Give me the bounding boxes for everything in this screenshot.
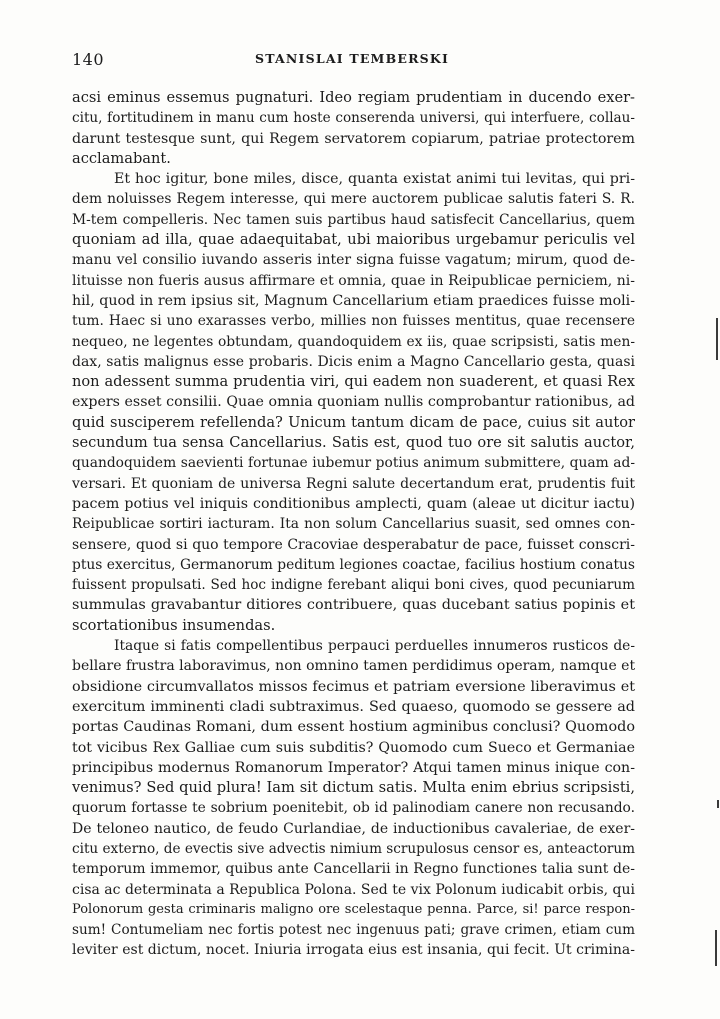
text-line: venimus? Sed quid plura! Iam sit dictum satis. Multa enim ebrius scripsisti, <box>72 779 635 797</box>
text-line: hil, quod in rem ipsius sit, Magnum Cancellarium etiam praedices fuisse moli- <box>72 292 635 309</box>
paragraph <box>72 636 635 961</box>
text-line: leviter est dictum, nocet. Iniuria irrogata eius est insania, qui fecit. Ut crimina- <box>72 942 635 959</box>
scan-edge-mark <box>717 800 719 808</box>
text-line: citu, fortitudinem in manu cum hoste conserenda universi, qui interfuere, collau- <box>72 110 635 127</box>
text-line: tot vicibus Rex Galliae cum suis subditis? Quomodo cum Sueco et Germaniae <box>72 739 635 756</box>
text-line: principibus modernus Romanorum Imperator? Atqui tamen minus inique con- <box>72 759 635 776</box>
text-line: quorum fortasse te sobrium poenitebit, ob id palinodiam canere non recusando. <box>72 800 635 817</box>
text-line: De teloneo nautico, de feudo Curlandiae, de inductionibus cavaleriae, de exer- <box>72 820 635 837</box>
text-line: quid susciperem refellenda? Unicum tantum dicam de pace, cuius sit autor <box>72 413 635 431</box>
scan-edge-mark <box>716 318 718 360</box>
text-line: citu externo, de evectis sive advectis nimium scrupulosus censor es, anteactorum <box>72 840 636 857</box>
text-line: summulas gravabantur ditiores contribuere, quas ducebant satius popinis et <box>72 597 635 614</box>
text-line: secundum tua sensa Cancellarius. Satis est, quod tuo ore sit salutis auctor, <box>72 434 635 452</box>
text-line: Itaque si fatis compellentibus perpauci perduelles innumeros rusticos de- <box>114 638 635 655</box>
text-line: ptus exercitus, Germanorum peditum legiones coactae, facilius hostium conatus <box>72 556 635 573</box>
text-line: tum. Haec si uno exarasses verbo, millies non fuisses mentitus, quae recensere <box>72 313 635 330</box>
text-line: bellare frustra laboravimus, non omnino tamen perdidimus operam, namque et <box>72 658 636 675</box>
text-line: sum! Contumeliam nec fortis potest nec ingenuus pati; grave crimen, etiam cum <box>72 922 635 939</box>
text-line: portas Caudinas Romani, dum essent hostium agminibus conclusi? Quomodo <box>72 719 635 736</box>
text-line: Polonorum gesta criminaris maligno ore scelestaque penna. Parce, si! parce respon- <box>72 901 635 917</box>
page-header <box>72 50 632 70</box>
text-line: acclamabant. <box>72 149 171 167</box>
page-number: 140 <box>72 50 105 69</box>
text-line: nequeo, ne legentes obtundam, quandoquidem ex iis, quae scripsisti, satis men- <box>72 333 635 350</box>
text-line: darunt testesque sunt, qui Regem servatorem copiarum, patriae protectorem <box>72 130 635 147</box>
text-line: obsidione circumvallatos missos fecimus et patriam eversione liberavimus et <box>72 678 635 695</box>
scan-edge-mark <box>715 930 717 966</box>
text-line: scortationibus insumendas. <box>72 616 276 634</box>
text-line: cisa ac determinata a Republica Polona. Sed te vix Polonum iudicabit orbis, qui <box>72 881 636 898</box>
text-line: acsi eminus essemus pugnaturi. Ideo regiam prudentiam in ducendo exer- <box>72 89 635 106</box>
text-line: Et hoc igitur, bone miles, disce, quanta existat animi tui levitas, qui pri- <box>114 171 635 188</box>
text-line: pacem potius vel iniquis conditionibus amplecti, quam (aleae ut dicitur iactu) <box>72 495 635 512</box>
text-line: manu vel consilio iuvando asseris inter signa fuisse vagatum; mirum, quod de- <box>72 252 635 269</box>
text-line: quoniam ad illa, quae adaequitabat, ubi maioribus urgebamur periculis vel <box>72 231 635 249</box>
paragraph <box>72 88 635 169</box>
text-line: expers esset consilii. Quae omnia quoniam nullis comprobantur rationibus, ad <box>72 394 635 411</box>
text-line: fuissent propulsati. Sed hoc indigne ferebant aliqui boni cives, quod pecuniarum <box>72 577 635 594</box>
paragraph <box>72 169 635 636</box>
text-line: dem noluisses Regem interesse, qui mere auctorem publicae salutis fateri S. R. <box>72 191 635 208</box>
text-line: versari. Et quoniam de universa Regni salute decertandum erat, prudentis fuit <box>72 475 635 492</box>
running-head: STANISLAI TEMBERSKI <box>254 51 450 66</box>
text-line: dax, satis malignus esse probaris. Dicis enim a Magno Cancellario gesta, quasi <box>72 353 635 370</box>
text-line: Reipublicae sortiri iacturam. Ita non solum Cancellarius suasit, sed omnes con- <box>72 516 635 533</box>
text-line: exercitum imminenti cladi subtraximus. Sed quaeso, quomodo se gessere ad <box>72 698 635 715</box>
body-text <box>72 88 635 961</box>
text-line: quandoquidem saevienti fortunae iubemur potius animum submittere, quam ad- <box>72 455 635 472</box>
text-line: sensere, quod si quo tempore Cracoviae desperabatur de pace, fuisset conscri- <box>72 536 635 553</box>
text-line: temporum immemor, quibus ante Cancellarii in Regno functiones talia sunt de- <box>72 861 635 878</box>
text-line: lituisse non fueris ausus affirmare et omnia, quae in Reipublicae perniciem, ni- <box>72 272 635 289</box>
text-line: non adessent summa prudentia viri, qui eadem non suaderent, et quasi Rex <box>72 373 635 391</box>
text-line: M-tem compelleris. Nec tamen suis partibus haud satisfecit Cancellarius, quem <box>72 211 635 228</box>
